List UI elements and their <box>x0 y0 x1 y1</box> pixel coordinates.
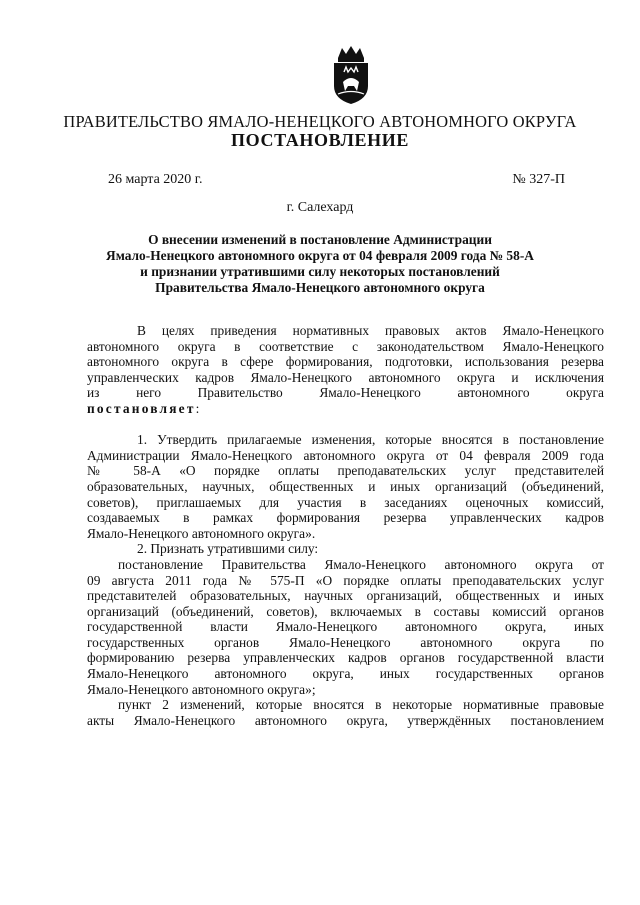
item2-line: пункт 2 изменений, которые вносятся в некоторые нормативные правовые <box>118 697 604 713</box>
item1-line: № 58-А «О порядке оплаты преподавательских услуг представителей <box>87 463 604 479</box>
item1-line: 1. Утвердить прилагаемые изменения, которые вносятся в постановление <box>137 432 604 448</box>
government-name: ПРАВИТЕЛЬСТВО ЯМАЛО-НЕНЕЦКОГО АВТОНОМНОГО ОКРУГА <box>63 112 577 131</box>
item1-line: образовательных, научных, общественных и иных организаций (объединений, <box>87 478 604 494</box>
item2-line: постановление Правительства Ямало-Ненецкого автономного округа от <box>118 556 604 572</box>
resolves-line <box>87 401 604 417</box>
preamble-line: из него Правительство Ямало-Ненецкого автономного округа <box>87 385 604 401</box>
item2-line: государственной власти Ямало-Ненецкого автономного округа, иных <box>87 619 604 635</box>
item2-line: организаций (объединений, советов), включаемых в составы комиссий органов <box>87 603 604 619</box>
resolves-word: постановляет <box>87 400 196 416</box>
document-title <box>0 232 640 296</box>
document-body <box>87 323 604 728</box>
title-line: Правительства Ямало-Ненецкого автономного округа <box>155 280 485 295</box>
title-line: О внесении изменений в постановление Администрации <box>148 232 492 247</box>
document-date: 26 марта 2020 г. <box>108 172 203 187</box>
item2-line: акты Ямало-Ненецкого автономного округа, утверждённых постановлением <box>87 712 604 728</box>
item1-line: Ямало-Ненецкого автономного округа». <box>87 525 316 541</box>
item2-line: Ямало-Ненецкого автономного округа»; <box>87 681 316 697</box>
document-number: № 327-П <box>512 172 565 187</box>
preamble-line: автономного округа в соответствие с законодательством Ямало-Ненецкого <box>87 338 604 354</box>
item2-line: 09 августа 2011 года № 575-П «О порядке оплаты преподавательских услуг <box>87 572 604 588</box>
preamble-line: автономного округа в сфере формирования, подготовки, использования резерва <box>87 354 604 370</box>
item1-line: Администрации Ямало-Ненецкого автономного округа от 04 февраля 2009 года <box>87 447 604 463</box>
item1-line: создаваемых в рамках формирования резерва управленческих кадров <box>87 510 604 526</box>
item2-heading: 2. Признать утратившими силу: <box>137 541 319 557</box>
preamble-line: управленческих кадров Ямало-Ненецкого автономного округа и исключения <box>87 369 604 385</box>
document-type: ПОСТАНОВЛЕНИЕ <box>231 130 409 150</box>
item2-line: формированию резерва управленческих кадров органов государственной власти <box>87 650 604 666</box>
item2-line: государственных органов Ямало-Ненецкого автономного округа по <box>87 634 604 650</box>
title-line: Ямало-Ненецкого автономного округа от 04 февраля 2009 года № 58-А <box>106 248 534 263</box>
item1-line: советов), приглашаемых для участия в заседаниях оценочных комиссий, <box>87 494 604 510</box>
coat-of-arms-icon <box>328 44 374 106</box>
preamble-line: В целях приведения нормативных правовых актов Ямало-Ненецкого <box>137 323 604 338</box>
resolves-colon: : <box>195 400 200 416</box>
item2-line: представителей образовательных, научных организаций, общественных и иных <box>87 588 604 604</box>
document-city: г. Салехард <box>286 200 354 215</box>
item2-line: Ямало-Ненецкого автономного округа, иных государственных органов <box>87 666 604 682</box>
title-line: и признании утратившими силу некоторых постановлений <box>140 264 500 279</box>
